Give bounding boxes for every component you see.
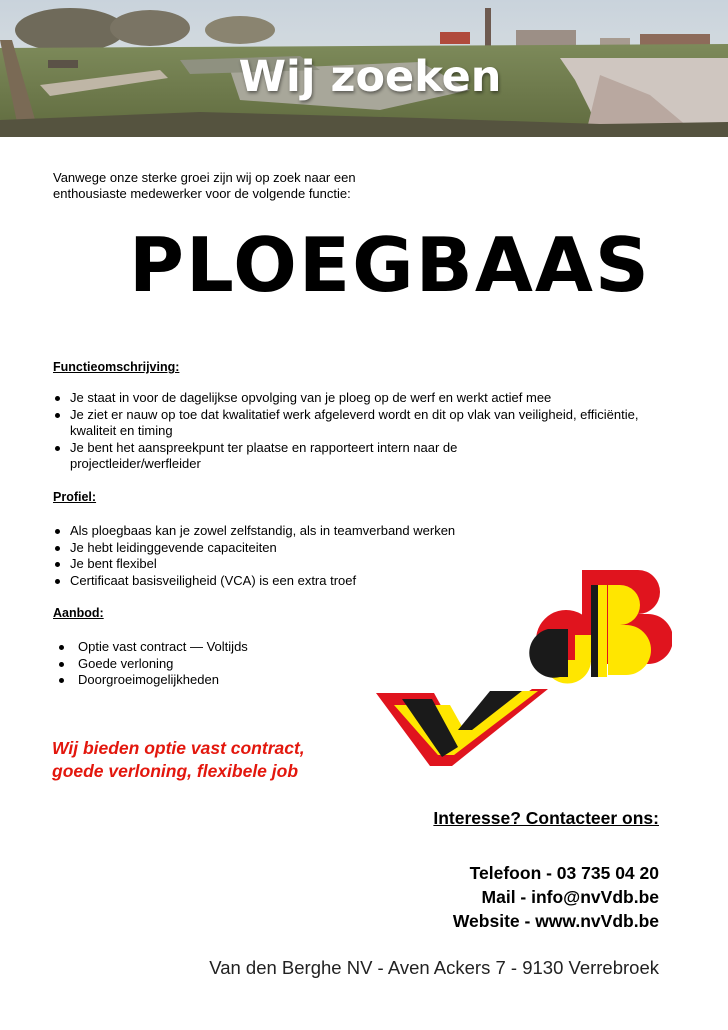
description-heading: Functieomschrijving:	[53, 360, 180, 374]
contact-details	[453, 861, 659, 933]
profile-heading: Profiel:	[53, 490, 97, 504]
list-item: Certificaat basisveiligheid (VCA) is een extra troef	[53, 573, 613, 590]
list-item: Optie vast contract — Voltijds	[53, 639, 353, 656]
list-item: Doorgroeimogelijkheden	[53, 672, 353, 689]
contact-website: Website - www.nvVdb.be	[452, 911, 659, 931]
list-item: Je ziet er nauw op toe dat kwalitatief werk afgeleverd wordt en dit op vlak van veiligheid, efficiëntie, kwaliteit en timing	[53, 407, 673, 440]
description-list	[53, 390, 673, 473]
highlight-line: goede verloning, flexibele job	[52, 761, 299, 781]
header-banner	[0, 0, 728, 137]
footer-address: Van den Berghe NV - Aven Ackers 7 - 9130 Verrebroek	[209, 957, 659, 978]
contact-heading: Interesse? Contacteer ons:	[433, 808, 659, 828]
list-item: Je bent het aanspreekpunt ter plaatse en rapporteert intern naar de projectleider/werfleider	[53, 440, 530, 473]
list-item: Je bent flexibel	[53, 556, 613, 573]
list-item: Je hebt leidinggevende capaciteiten	[53, 540, 613, 557]
logo-v-shape	[376, 689, 548, 766]
offer-list	[53, 639, 353, 689]
contact-phone: Telefoon - 03 735 04 20	[469, 863, 659, 883]
intro-line: Vanwege onze sterke groei zijn wij op zoek naar een	[53, 170, 356, 185]
list-item: Goede verloning	[53, 656, 353, 673]
intro-text	[53, 170, 473, 202]
contact-mail: Mail - info@nvVdb.be	[481, 887, 659, 907]
job-title: PLOEGBAAS	[129, 221, 651, 309]
offer-heading: Aanbod:	[53, 606, 104, 620]
list-item: Je staat in voor de dagelijkse opvolging van je ploeg op de werf en werkt actief mee	[53, 390, 673, 407]
company-logo	[372, 565, 672, 770]
page-title: Wij zoeken	[238, 52, 502, 102]
highlight-text	[52, 737, 382, 783]
highlight-line: Wij bieden optie vast contract,	[52, 738, 305, 758]
list-item: Als ploegbaas kan je zowel zelfstandig, als in teamverband werken	[53, 523, 613, 540]
intro-line: enthousiaste medewerker voor de volgende functie:	[53, 186, 351, 201]
